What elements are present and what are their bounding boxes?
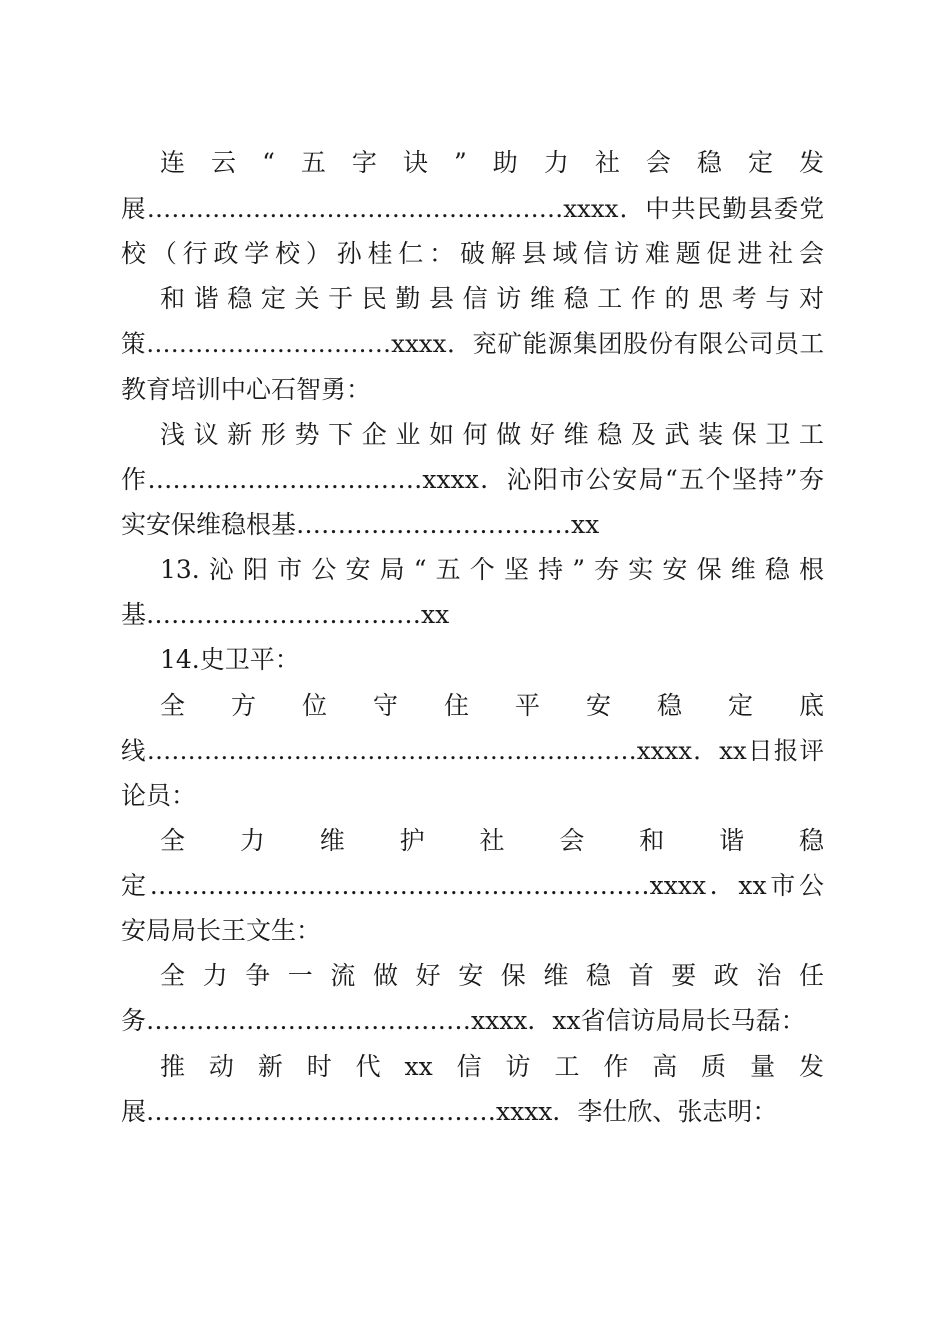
text-line: 全力维护社会和谐稳	[160, 826, 824, 855]
text-line: 14.史卫平：	[160, 645, 300, 674]
text-line: 推动新时代xx信访工作高质量发	[160, 1052, 824, 1081]
text-line: 务…………………………………xxxx．xx省信访局局长马磊：	[121, 1006, 806, 1035]
text-line: 实安保维稳根基……………………………xx	[121, 510, 600, 539]
text-line: 作……………………………xxxx．沁阳市公安局“五个坚持”夯	[121, 465, 824, 494]
text-line: 线……………………………………………………xxxx．xx日报评	[121, 736, 824, 765]
text-line: 和谐稳定关于民勤县信访维稳工作的思考与对	[160, 284, 824, 313]
text-line: 校（行政学校）孙桂仁：破解县域信访难题促进社会	[121, 239, 824, 268]
text-line: 策…………………………xxxx．兖矿能源集团股份有限公司员工	[121, 329, 824, 358]
text-line: 展……………………………………xxxx．李仕欣、张志明：	[121, 1097, 778, 1126]
text-line: 论员：	[121, 781, 197, 810]
text-line: 13.沁阳市公安局“五个坚持”夯实安保维稳根	[160, 555, 824, 584]
text-line: 浅议新形势下企业如何做好维稳及武装保卫工	[160, 420, 824, 449]
text-line: 基……………………………xx	[121, 600, 450, 629]
text-line: 全力争一流做好安保维稳首要政治任	[160, 961, 824, 990]
text-line: 连云“五字诀”助力社会稳定发	[160, 148, 824, 177]
text-line: 定……………………………………………………xxxx．xx市公	[121, 871, 824, 900]
text-line: 安局局长王文生：	[121, 916, 322, 945]
text-line: 全方位守住平安稳定底	[160, 691, 824, 720]
text-line: 展……………………………………………xxxx．中共民勤县委党	[121, 194, 824, 223]
text-line: 教育培训中心石智勇：	[121, 375, 372, 404]
